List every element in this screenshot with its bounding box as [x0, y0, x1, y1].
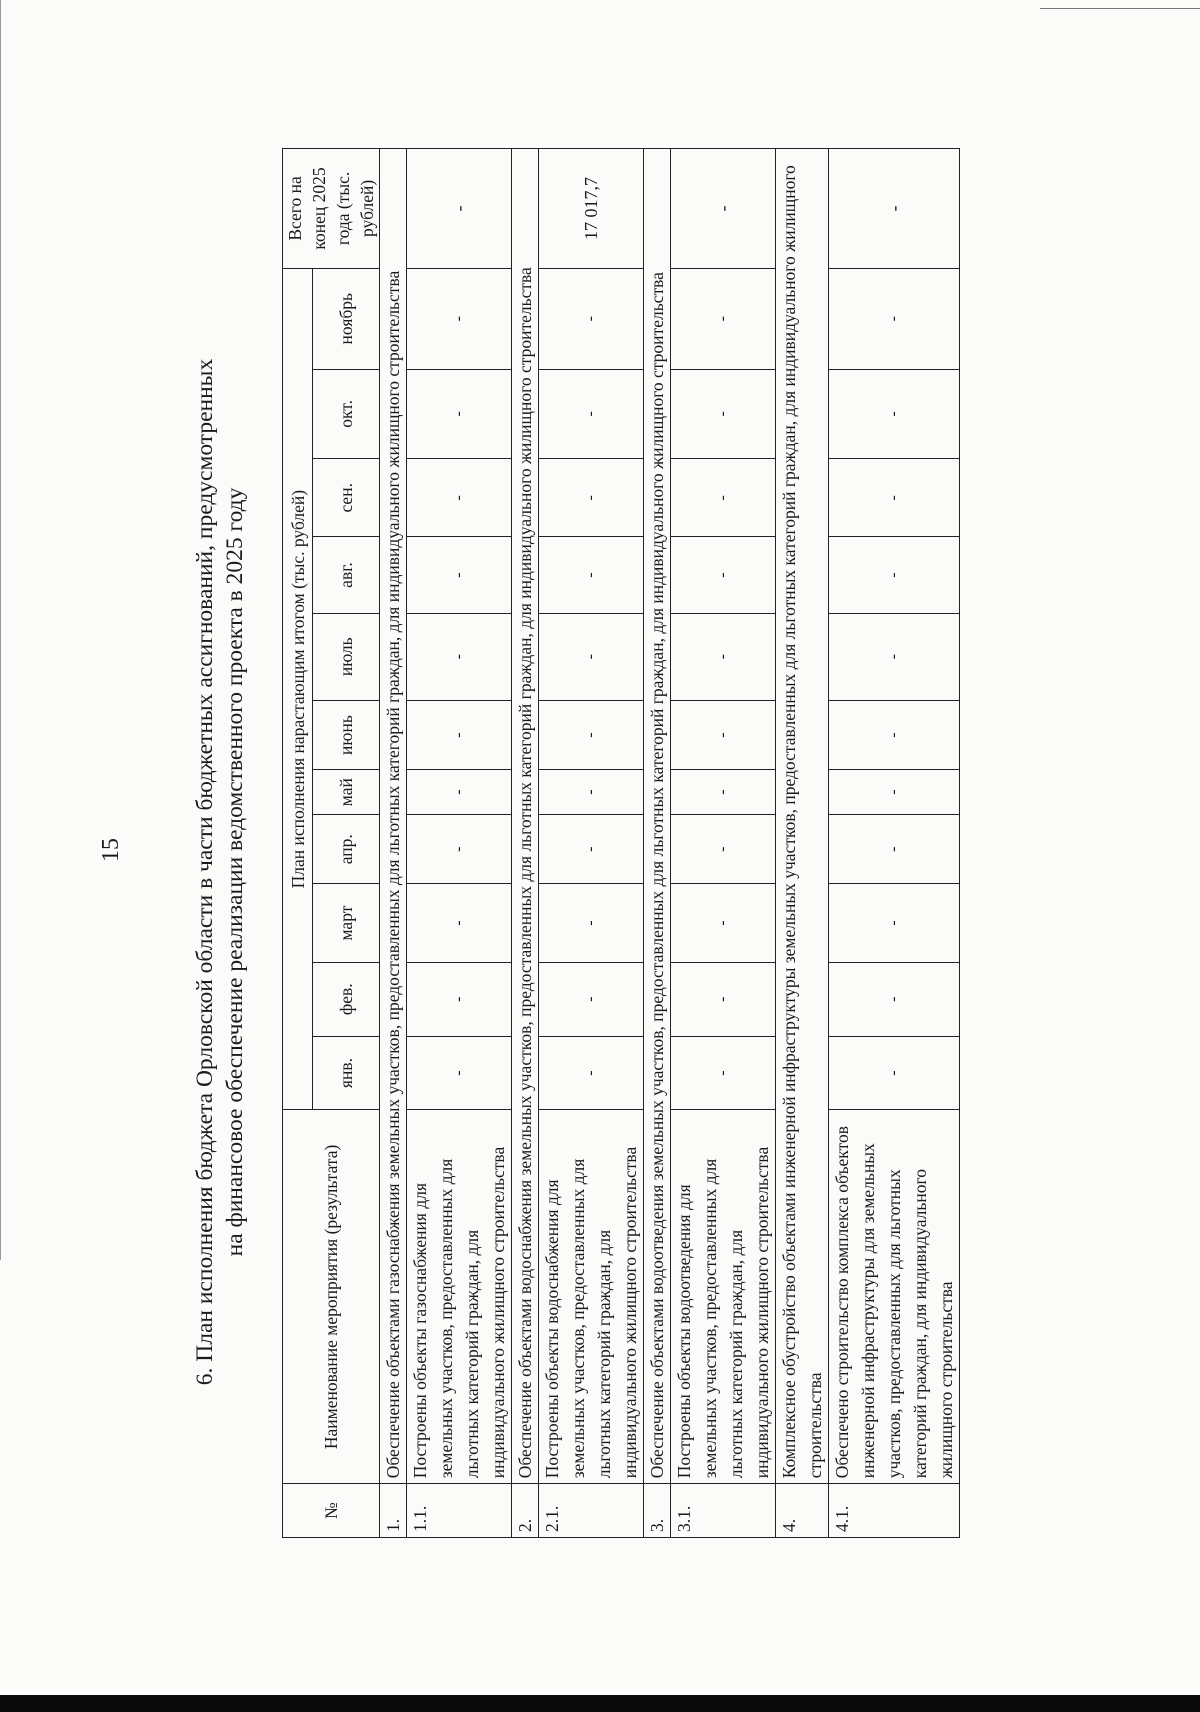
month-value-cell: - — [829, 815, 960, 884]
month-value-cell: - — [671, 1036, 776, 1110]
header-month: окт. — [313, 369, 380, 459]
header-total: Всего на конец 2025 года (тыс. рублей) — [283, 149, 380, 269]
header-month: март — [313, 884, 380, 962]
item-row — [539, 149, 644, 1538]
month-value-cell: - — [539, 613, 644, 700]
table-body — [380, 149, 960, 1538]
section-title: Комплексное обустройство объектами инженерной инфраструктуры земельных участков, предоставленных для льготных категорий граждан, для индивидуального жилищного строительства — [776, 149, 829, 1484]
header-month: апр. — [313, 815, 380, 884]
month-value-cell: - — [407, 459, 512, 537]
section-number: 4. — [776, 1484, 829, 1538]
total-value-cell: - — [671, 149, 776, 269]
header-month: фев. — [313, 962, 380, 1036]
month-value-cell: - — [539, 268, 644, 369]
header-name: Наименование мероприятия (результата) — [283, 1110, 380, 1484]
month-value-cell: - — [539, 962, 644, 1036]
month-value-cell: - — [671, 613, 776, 700]
item-number: 4.1. — [829, 1484, 960, 1538]
month-value-cell: - — [829, 268, 960, 369]
section-title: Обеспечение объектами водоотведения земельных участков, предоставленных для льготных категорий граждан, для индивидуального жилищного строительства — [644, 149, 671, 1484]
month-value-cell: - — [539, 537, 644, 613]
month-value-cell: - — [539, 369, 644, 459]
month-value-cell: - — [671, 815, 776, 884]
section-row — [776, 149, 829, 1538]
month-value-cell: - — [829, 459, 960, 537]
month-value-cell: - — [407, 884, 512, 962]
month-value-cell: - — [829, 770, 960, 815]
section-row — [644, 149, 671, 1538]
section-title: Обеспечение объектами водоснабжения земельных участков, предоставленных для льготных категорий граждан, для индивидуального жилищного строительства — [512, 149, 539, 1484]
section-number: 3. — [644, 1484, 671, 1538]
month-value-cell: - — [671, 884, 776, 962]
month-value-cell: - — [829, 700, 960, 769]
month-value-cell: - — [539, 1036, 644, 1110]
item-name: Построены объекты газоснабжения для земельных участков, предоставленных для льготных категорий граждан, для индивидуального жилищного строительства — [407, 1110, 512, 1484]
month-value-cell: - — [671, 459, 776, 537]
month-value-cell: - — [671, 268, 776, 369]
title-line-1: 6. План исполнения бюджета Орловской области в части бюджетных ассигнований, предусмотренных — [192, 358, 218, 1386]
header-num: № — [283, 1484, 380, 1538]
header-month: ноябрь — [313, 268, 380, 369]
section-row — [380, 149, 407, 1538]
item-number: 3.1. — [671, 1484, 776, 1538]
month-value-cell: - — [671, 770, 776, 815]
item-number: 2.1. — [539, 1484, 644, 1538]
month-value-cell: - — [671, 962, 776, 1036]
month-value-cell: - — [407, 1036, 512, 1110]
month-value-cell: - — [829, 613, 960, 700]
month-value-cell: - — [407, 613, 512, 700]
month-value-cell: - — [829, 537, 960, 613]
total-value-cell: - — [829, 149, 960, 269]
month-value-cell: - — [407, 770, 512, 815]
section-number: 1. — [380, 1484, 407, 1538]
item-row — [829, 149, 960, 1538]
item-row — [671, 149, 776, 1538]
scan-artifact-bottom — [0, 1695, 1200, 1712]
section-number: 2. — [512, 1484, 539, 1538]
month-value-cell: - — [407, 815, 512, 884]
item-name: Построены объекты водоснабжения для земельных участков, предоставленных для льготных категорий граждан, для индивидуального жилищного строительства — [539, 1110, 644, 1484]
item-number: 1.1. — [407, 1484, 512, 1538]
month-value-cell: - — [407, 268, 512, 369]
item-name: Обеспечено строительство комплекса объектов инженерной инфраструктуры для земельных участков, предоставленных для льготных категорий граждан, для индивидуального жилищного строительства — [829, 1110, 960, 1484]
section-title: Обеспечение объектами газоснабжения земельных участков, предоставленных для льготных категорий граждан, для индивидуального жилищного строительства — [380, 149, 407, 1484]
month-value-cell: - — [539, 459, 644, 537]
month-value-cell: - — [407, 962, 512, 1036]
month-value-cell: - — [829, 1036, 960, 1110]
month-value-cell: - — [407, 700, 512, 769]
title-line-2: на финансовое обеспечение реализации ведомственного проекта в 2025 году — [222, 487, 248, 1257]
budget-plan-table — [282, 148, 960, 1538]
header-plan: План исполнения нарастающим итогом (тыс. рублей) — [283, 268, 313, 1110]
month-value-cell: - — [539, 884, 644, 962]
month-value-cell: - — [671, 369, 776, 459]
page-title — [190, 212, 250, 1532]
header-month: янв. — [313, 1036, 380, 1110]
month-value-cell: - — [829, 962, 960, 1036]
total-value-cell: 17 017,7 — [539, 149, 644, 269]
month-value-cell: - — [829, 369, 960, 459]
month-value-cell: - — [407, 537, 512, 613]
item-name: Построены объекты водоотведения для земельных участков, предоставленных для льготных категорий граждан, для индивидуального жилищного строительства — [671, 1110, 776, 1484]
header-month: июнь — [313, 700, 380, 769]
item-row — [407, 149, 512, 1538]
section-row — [512, 149, 539, 1538]
month-value-cell: - — [539, 815, 644, 884]
month-value-cell: - — [539, 700, 644, 769]
header-month: сен. — [313, 459, 380, 537]
month-value-cell: - — [671, 700, 776, 769]
total-value-cell: - — [407, 149, 512, 269]
month-value-cell: - — [407, 369, 512, 459]
month-value-cell: - — [671, 537, 776, 613]
header-month: июль — [313, 613, 380, 700]
month-value-cell: - — [829, 884, 960, 962]
page-number: 15 — [98, 838, 124, 862]
month-value-cell: - — [539, 770, 644, 815]
header-month: авг. — [313, 537, 380, 613]
header-month: май — [313, 770, 380, 815]
